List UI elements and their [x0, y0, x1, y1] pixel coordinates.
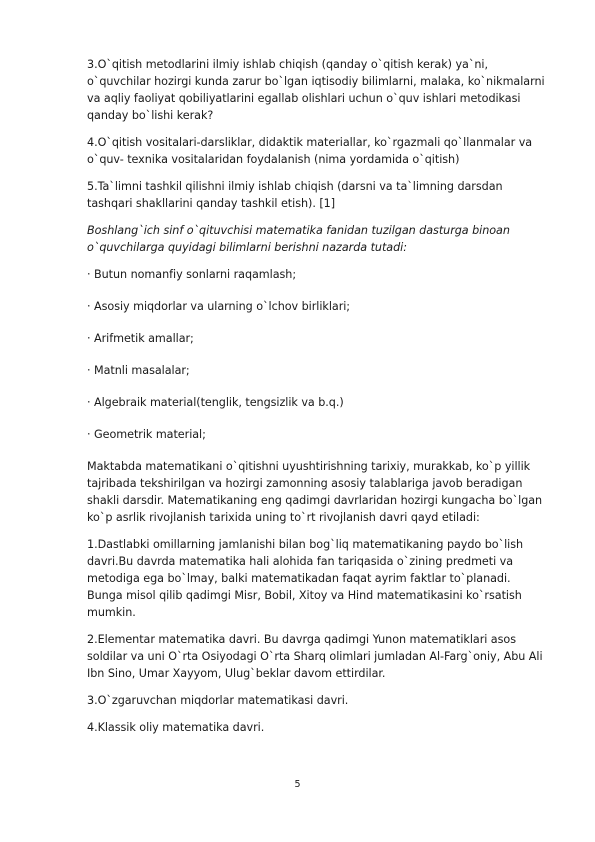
- bullet-item: · Asosiy miqdorlar va ularning o`lchov birliklari;: [87, 300, 351, 313]
- page-number: 5: [294, 779, 301, 790]
- paragraph-period-4: 4.Klassik oliy matematika davri.: [87, 721, 265, 734]
- paragraph-period-2: 2.Elementar matematika davri. Bu davrga qadimgi Yunon matematiklari asos soldilar va uni O`rta Osiyodagi O`rta Sharq olimlari jumladan Al-Farg`oniy, Abu Ali Ibn Sino, Umar Xayyom, Ulug`beklar davom ettirdilar.: [87, 633, 543, 680]
- bullet-item: · Matnli masalalar;: [87, 364, 190, 377]
- paragraph-lesson-form: Maktabda matematikani o`qitishni uyushtirishning tarixiy, murakkab, ko`p yillik tajribada tekshirilgan va hozirgi zamonning asosiy talablariga javob beradigan shakli darsdir. Matematikaning eng qadimgi davrlaridan hozirgi kungacha bo`lgan ko`p asrlik rivojlanish tarixida uning to`rt rivojlanish davri qayd etiladi:: [87, 460, 543, 524]
- paragraph-period-1: 1.Dastlabki omillarning jamlanishi bilan bog`liq matematikaning paydo bo`lish davri.Bu davrda matematika hali alohida fan tariqasida o`zining predmeti va metodiga ega bo`lmay, balki matematikadan faqat ayrim faktlar to`planadi. Bunga misol qilib qadimgi Misr, Bobil, Xitoy va Hind matematikasini ko`rsatish mumkin.: [87, 538, 524, 619]
- bullet-item: · Geometrik material;: [87, 428, 206, 441]
- paragraph-teaching-organization: 5.Ta`limni tashkil qilishni ilmiy ishlab chiqish (darsni va ta`limning darsdan tashqari shakllarini qanday tashkil etish). [1]: [87, 180, 503, 210]
- paragraph-curriculum-intro: Boshlang`ich sinf o`qituvchisi matematika fanidan tuzilgan dasturga binoan o`quvchilarga quyidagi bilimlarni berishni nazarda tutadi:: [87, 224, 510, 254]
- paragraph-teaching-tools: 4.O`qitish vositalari-darsliklar, didaktik materiallar, ko`rgazmali qo`llanmalar va o`quv- texnika vositalaridan foydalanish (nima yordamida o`qitish): [87, 136, 533, 166]
- document-body: [87, 56, 549, 746]
- bullet-item: · Algebraik material(tenglik, tengsizlik va b.q.): [87, 396, 344, 409]
- paragraph-period-3: 3.O`zgaruvchan miqdorlar matematikasi davri.: [87, 694, 349, 707]
- bullet-item: · Arifmetik amallar;: [87, 332, 194, 345]
- paragraph-teaching-methods: 3.O`qitish metodlarini ilmiy ishlab chiqish (qanday o`qitish kerak) ya`ni, o`quvchilar hozirgi kunda zarur bo`lgan iqtisodiy bilimlarni, malaka, ko`nikmalarni va aqliy faoliyat qobiliyatlarini egallab olishlari uchun o`quv ishlari metodikasi qanday bo`lishi kerak?: [87, 58, 545, 122]
- bullet-item: · Butun nomanfiy sonlarni raqamlash;: [87, 268, 297, 281]
